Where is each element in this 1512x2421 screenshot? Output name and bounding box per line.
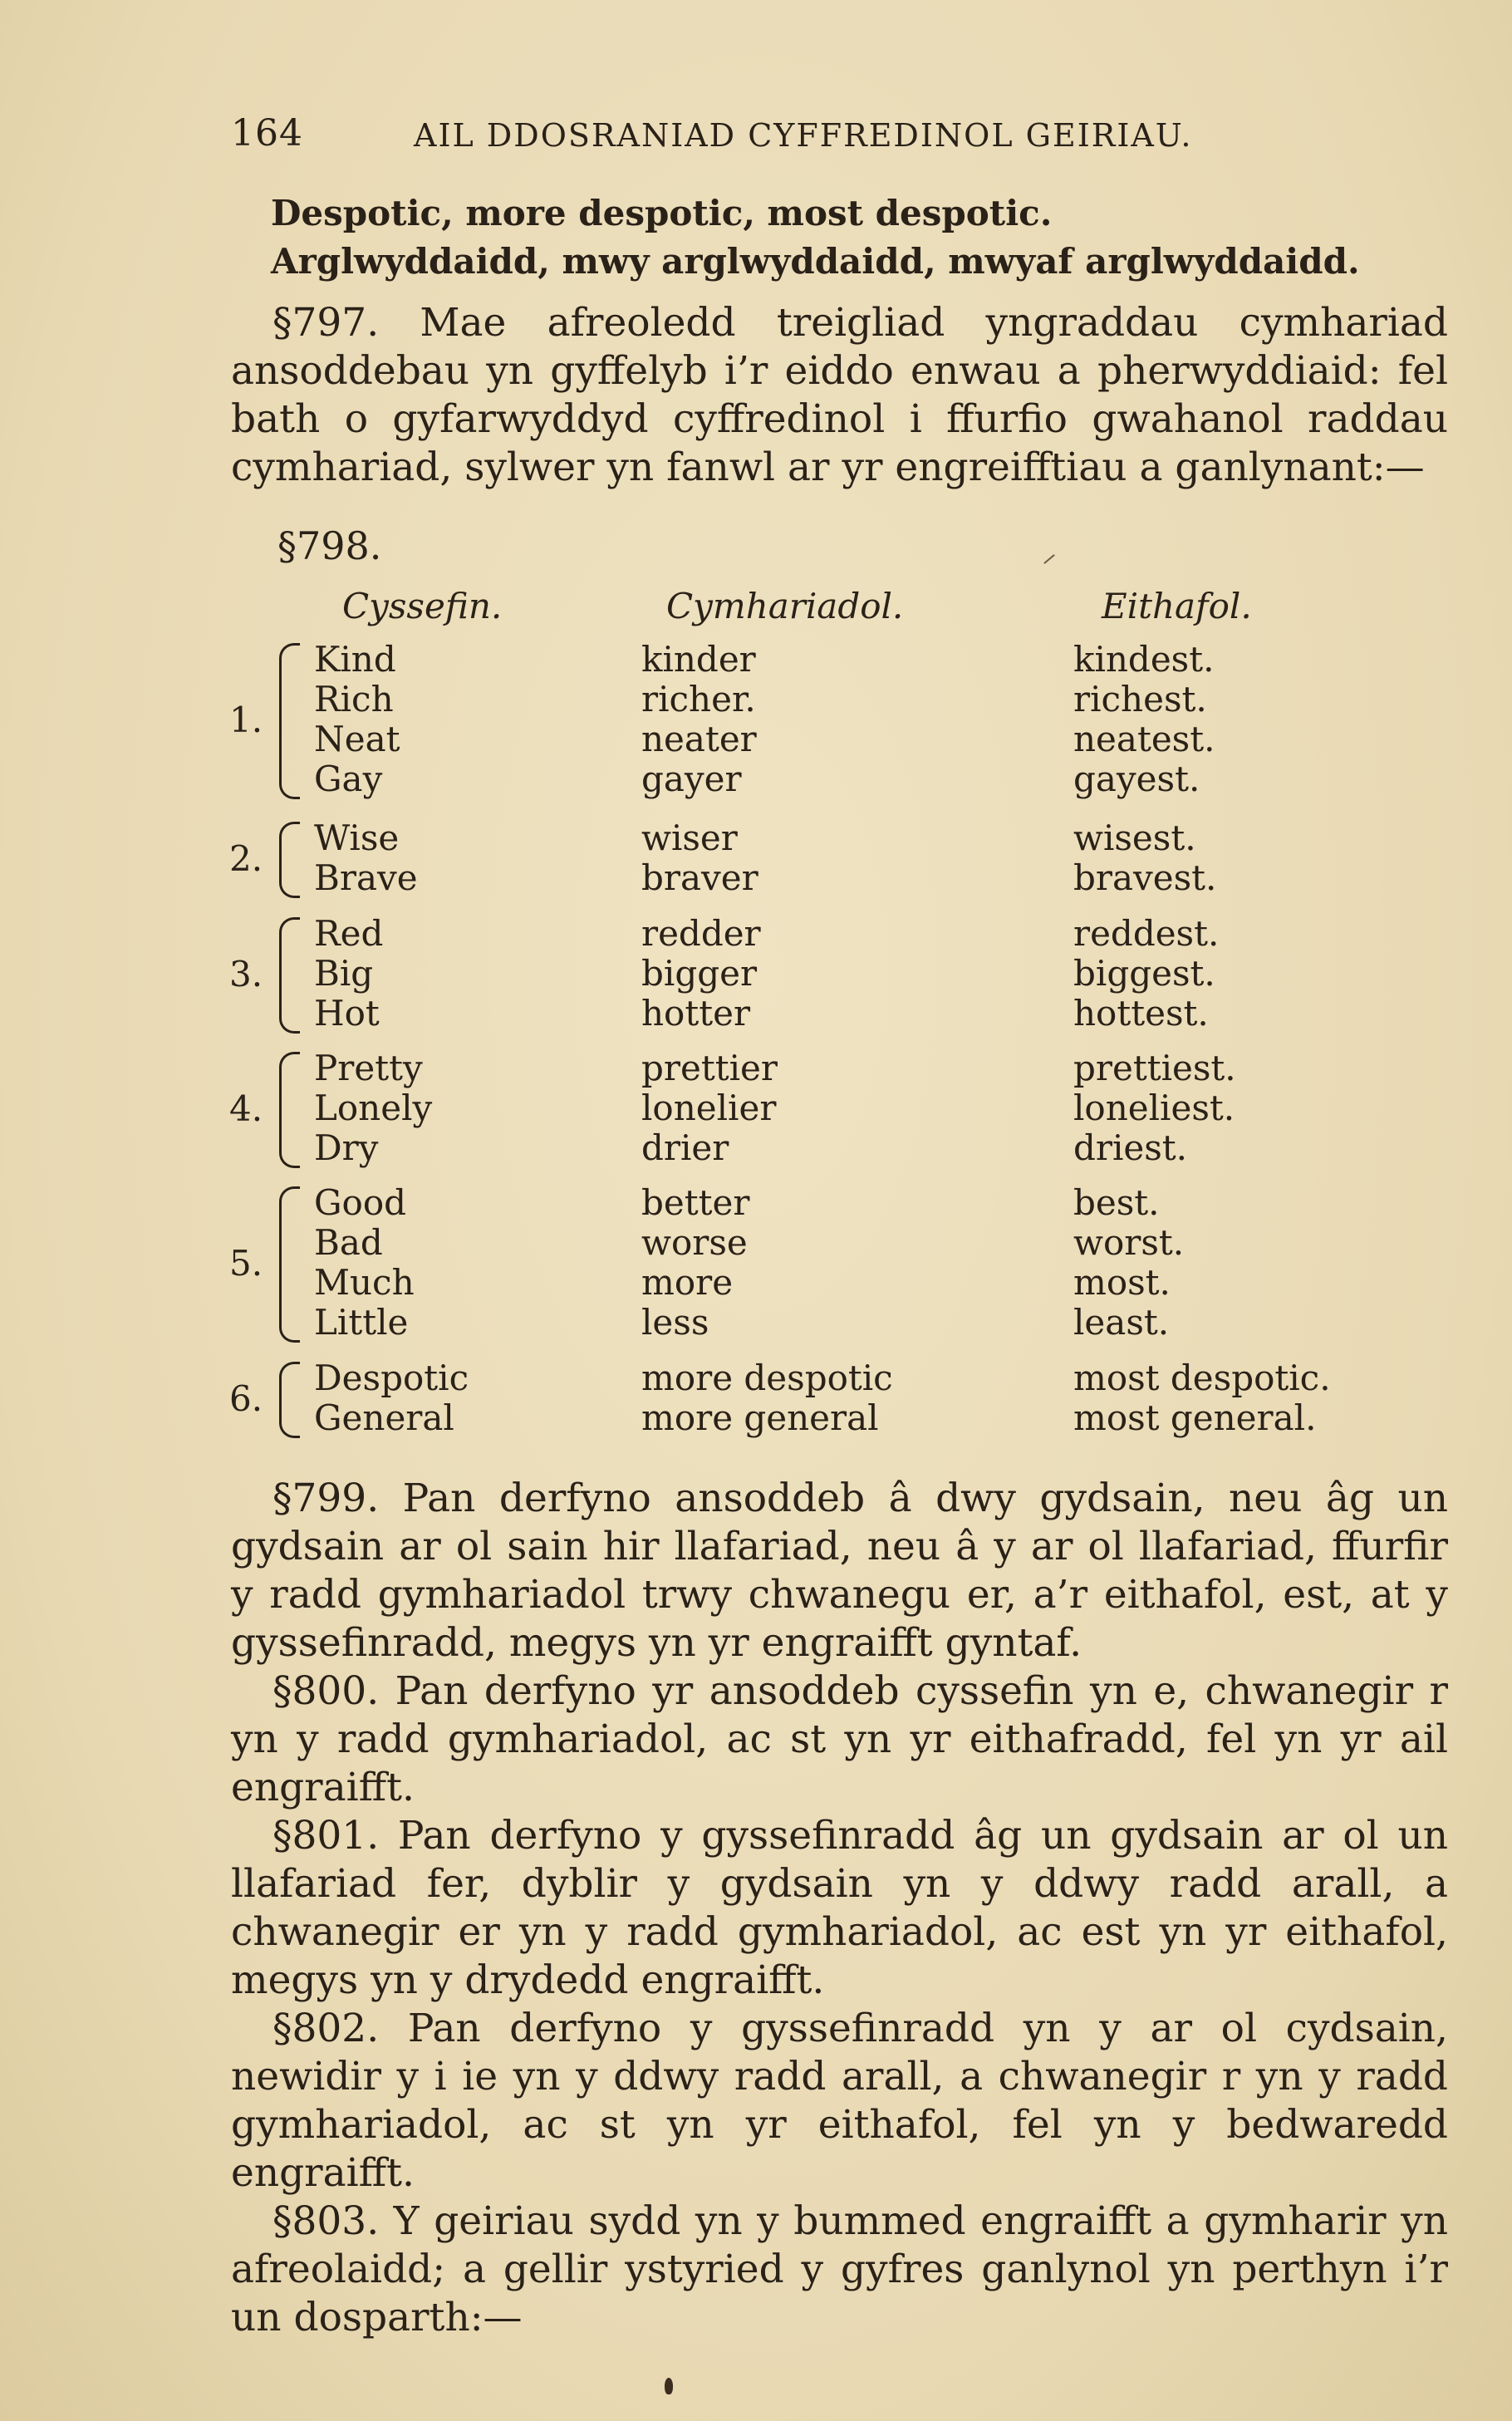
superlative-form: wisest. <box>1073 818 1196 858</box>
paragraph: §799. Pan derfyno ansoddeb â dwy gydsain, neu âg un gydsain ar ol sain hir llafariad, neu â y ar ol llafariad, ffurfir y radd gymhariadol trwy chwanegu er, a’r eithafol, est, at y gyssefinradd, megys yn yr engraifft gyntaf. <box>231 1476 1448 1666</box>
table-row <box>224 994 1387 1034</box>
positive-form: Big <box>314 953 374 994</box>
superlative-form: neatest. <box>1073 719 1215 759</box>
superlative-form: most. <box>1073 1262 1171 1303</box>
positive-form: Lonely <box>314 1088 433 1128</box>
positive-form: Wise <box>314 818 400 858</box>
ink-mark <box>665 2378 673 2394</box>
positive-form: Kind <box>314 639 396 680</box>
table-row <box>224 1128 1387 1168</box>
table-row <box>224 719 1387 759</box>
positive-form: Much <box>314 1262 415 1303</box>
positive-form: Pretty <box>314 1048 423 1088</box>
section-798-label: §798. <box>277 523 382 568</box>
table-row <box>224 1303 1387 1343</box>
superlative-form: least. <box>1073 1302 1170 1343</box>
superlative-form: kindest. <box>1073 639 1215 680</box>
paragraph: §802. Pan derfyno y gyssefinradd yn y ar ol cydsain, newidir y i ie yn y ddwy radd arall, a chwanegir r yn y radd gymhariadol, ac st yn yr eithafol, fel yn y bedwaredd engraifft. <box>231 2006 1448 2196</box>
comparative-form: gayer <box>641 759 742 799</box>
table-row <box>224 858 1387 898</box>
intro-line: Despotic, more despotic, most despotic. <box>271 193 1053 233</box>
intro-line: Arglwyddaidd, mwy arglwyddaidd, mwyaf arglwyddaidd. <box>271 241 1360 282</box>
comparative-form: drier <box>641 1127 729 1168</box>
table-row <box>224 1088 1387 1128</box>
positive-form: Good <box>314 1182 407 1223</box>
table-row <box>224 914 1387 954</box>
positive-form: Red <box>314 913 384 954</box>
comparative-form: better <box>641 1182 750 1223</box>
column-header: Eithafol. <box>1102 586 1252 626</box>
table-row <box>224 680 1387 719</box>
superlative-form: worst. <box>1073 1222 1185 1263</box>
comparative-form: redder <box>641 913 761 954</box>
table-row <box>224 954 1387 994</box>
group-number: 1. <box>229 700 263 740</box>
superlative-form: richest. <box>1073 679 1207 719</box>
comparative-form: richer. <box>641 679 756 719</box>
superlative-form: biggest. <box>1073 953 1215 994</box>
table-row <box>224 1048 1387 1088</box>
table-row <box>224 1398 1387 1438</box>
section-797 <box>231 299 1448 492</box>
comparative-form: less <box>641 1302 709 1343</box>
comparative-form: worse <box>641 1222 748 1263</box>
table-row <box>224 1263 1387 1303</box>
positive-form: General <box>314 1397 454 1438</box>
comparative-form: more general <box>641 1397 879 1438</box>
table-row <box>224 1358 1387 1398</box>
group-number: 2. <box>229 838 263 879</box>
superlative-form: most general. <box>1073 1397 1317 1438</box>
positive-form: Rich <box>314 679 394 719</box>
positive-form: Hot <box>314 993 380 1034</box>
comparative-form: lonelier <box>641 1088 777 1128</box>
paragraph: §797. Mae afreoledd treigliad yngraddau cymhariad ansoddebau yn gyffelyb i’r eiddo enwau a pherwyddiaid: fel bath o gyfarwyddyd cyffredinol i ffurfio gwahanol raddau cymhariad, sylwer yn fanwl ar yr engreifftiau a ganlynant:— <box>231 300 1448 490</box>
group-number: 6. <box>229 1378 263 1419</box>
comparative-form: hotter <box>641 993 751 1034</box>
body-sections <box>231 1475 1448 2342</box>
positive-form: Neat <box>314 719 400 759</box>
superlative-form: prettiest. <box>1073 1048 1236 1088</box>
page-number: 164 <box>231 112 303 155</box>
superlative-form: bravest. <box>1073 857 1217 898</box>
table-row <box>224 1183 1387 1223</box>
group-number: 5. <box>229 1243 263 1284</box>
positive-form: Gay <box>314 759 383 799</box>
superlative-form: best. <box>1073 1182 1160 1223</box>
comparative-form: braver <box>641 857 758 898</box>
paragraph: §800. Pan derfyno yr ansoddeb cyssefin yn e, chwanegir r yn y radd gymhariadol, ac st yn yr eithafradd, fel yn yr ail engraifft. <box>231 1668 1448 1810</box>
group-number: 3. <box>229 954 263 994</box>
comparative-form: prettier <box>641 1048 778 1088</box>
superlative-form: hottest. <box>1073 993 1209 1034</box>
group-number: 4. <box>229 1088 263 1129</box>
stray-mark <box>1043 554 1055 564</box>
paragraph: §803. Y geiriau sydd yn y bummed engraifft a gymharir yn afreolaidd; a gellir ystyried y gyfres ganlynol yn perthyn i’r un dosparth:— <box>231 2198 1448 2340</box>
comparative-form: kinder <box>641 639 756 680</box>
table-row <box>224 818 1387 858</box>
positive-form: Little <box>314 1302 409 1343</box>
superlative-form: driest. <box>1073 1127 1188 1168</box>
comparative-form: wiser <box>641 818 738 858</box>
positive-form: Bad <box>314 1222 383 1263</box>
column-header: Cymhariadol. <box>666 586 904 626</box>
positive-form: Dry <box>314 1127 379 1168</box>
table-row <box>224 640 1387 680</box>
running-title: AIL DDOSRANIAD CYFFREDINOL GEIRIAU. <box>414 117 1193 154</box>
positive-form: Despotic <box>314 1358 469 1398</box>
paragraph: §801. Pan derfyno y gyssefinradd âg un gydsain ar ol un llafariad fer, dyblir y gydsain yn y ddwy radd arall, a chwanegir er yn y radd gymhariadol, ac est yn yr eithafol, megys yn y drydedd engraifft. <box>231 1813 1448 2003</box>
comparative-form: neater <box>641 719 757 759</box>
intro-example <box>271 189 1360 286</box>
superlative-form: gayest. <box>1073 759 1200 799</box>
superlative-form: loneliest. <box>1073 1088 1235 1128</box>
comparative-form: more despotic <box>641 1358 893 1398</box>
table-row <box>224 1223 1387 1263</box>
superlative-form: reddest. <box>1073 913 1220 954</box>
superlative-form: most despotic. <box>1073 1358 1331 1398</box>
table-row <box>224 759 1387 799</box>
comparative-form: bigger <box>641 953 758 994</box>
positive-form: Brave <box>314 857 418 898</box>
comparative-form: more <box>641 1262 734 1303</box>
column-header: Cyssefin. <box>342 586 503 626</box>
